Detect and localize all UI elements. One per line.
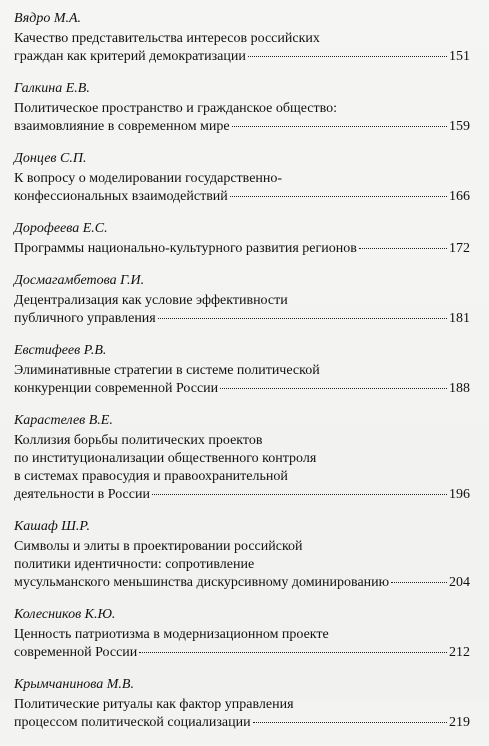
entry-author: Карастелев В.Е.	[14, 413, 113, 428]
entry-author: Крымчанинова М.В.	[14, 677, 134, 692]
entry-title-line: Политическое пространство и гражданское общество:	[14, 101, 338, 116]
dot-leader	[232, 126, 447, 127]
dot-leader	[359, 248, 447, 249]
entry-title	[14, 432, 470, 504]
entry-title-line-last	[14, 380, 470, 398]
entry-title-text: взаимовлияние в современном мире	[14, 119, 230, 134]
entry-title-text: Программы национально-культурного развития регионов	[14, 241, 357, 256]
entry-title	[14, 362, 470, 398]
entry-title-text: современной России	[14, 645, 138, 660]
entry-title-line: Децентрализация как условие эффективности	[14, 293, 288, 308]
entry-title	[14, 240, 470, 258]
entry-title	[14, 100, 470, 136]
toc-entry	[14, 10, 470, 66]
table-of-contents	[14, 10, 470, 746]
dot-leader	[139, 652, 447, 653]
entry-title-text: процессом политической социализации	[14, 715, 251, 730]
entry-title-text: мусульманского меньшинства дискурсивному доминированию	[14, 575, 390, 590]
entry-title-text: деятельности в России	[14, 487, 150, 502]
entry-page-number: 166	[449, 189, 470, 204]
entry-title-line-last	[14, 48, 470, 66]
entry-title-line: Элиминативные стратегии в системе политической	[14, 363, 320, 378]
entry-page-number: 212	[449, 645, 470, 660]
entry-page-number: 172	[449, 241, 470, 256]
entry-title-line-last	[14, 188, 470, 206]
dot-leader	[152, 494, 447, 495]
entry-title-line-last	[14, 486, 470, 504]
entry-title-line: по институционализации общественного контроля	[14, 451, 317, 466]
toc-entry	[14, 518, 470, 592]
entry-title-text: конфессиональных взаимодействий	[14, 189, 228, 204]
entry-title-text: граждан как критерий демократизации	[14, 49, 246, 64]
entry-page-number: 188	[449, 381, 470, 396]
toc-entry	[14, 80, 470, 136]
entry-page-number: 196	[449, 487, 470, 502]
toc-entry	[14, 342, 470, 398]
entry-author: Досмагамбетова Г.И.	[14, 273, 145, 288]
entry-title	[14, 292, 470, 328]
entry-title-line-last	[14, 240, 470, 258]
dot-leader	[391, 582, 447, 583]
entry-title-line: в системах правосудия и правоохранительной	[14, 469, 288, 484]
entry-title-line-last	[14, 644, 470, 662]
entry-author: Кашаф Ш.Р.	[14, 519, 91, 534]
toc-entry	[14, 272, 470, 328]
entry-title-line: Коллизия борьбы политических проектов	[14, 433, 263, 448]
dot-leader	[220, 388, 447, 389]
entry-title-line-last	[14, 310, 470, 328]
entry-title-line: Политические ритуалы как фактор управления	[14, 697, 294, 712]
entry-title-text: конкуренции современной России	[14, 381, 219, 396]
entry-author: Дорофеева Е.С.	[14, 221, 108, 236]
toc-entry	[14, 606, 470, 662]
entry-title	[14, 538, 470, 592]
dot-leader	[158, 318, 447, 319]
entry-author: Вядро М.А.	[14, 11, 82, 26]
entry-title-line: К вопросу о моделировании государственно-	[14, 171, 283, 186]
entry-page-number: 219	[449, 715, 470, 730]
entry-page-number: 204	[449, 575, 470, 590]
toc-entry	[14, 150, 470, 206]
entry-title	[14, 626, 470, 662]
entry-page-number: 181	[449, 311, 470, 326]
entry-title	[14, 30, 470, 66]
toc-entry	[14, 676, 470, 732]
dot-leader	[230, 196, 447, 197]
entry-title-line: Символы и элиты в проектировании российской	[14, 539, 303, 554]
toc-entry	[14, 412, 470, 504]
entry-author: Донцев С.П.	[14, 151, 87, 166]
entry-title-line-last	[14, 574, 470, 592]
entry-page-number: 151	[449, 49, 470, 64]
dot-leader	[248, 56, 447, 57]
entry-page-number: 159	[449, 119, 470, 134]
entry-author: Колесников К.Ю.	[14, 607, 116, 622]
entry-title	[14, 170, 470, 206]
entry-title-line: Качество представительства интересов российских	[14, 31, 320, 46]
entry-author: Евстифеев Р.В.	[14, 343, 107, 358]
entry-title-line: Ценность патриотизма в модернизационном проекте	[14, 627, 329, 642]
entry-title-text: публичного управления	[14, 311, 156, 326]
dot-leader	[253, 722, 447, 723]
entry-title-line-last	[14, 118, 470, 136]
entry-title-line: политики идентичности: сопротивление	[14, 557, 255, 572]
entry-title-line-last	[14, 714, 470, 732]
entry-title	[14, 696, 470, 732]
entry-author: Галкина Е.В.	[14, 81, 90, 96]
toc-entry	[14, 220, 470, 258]
